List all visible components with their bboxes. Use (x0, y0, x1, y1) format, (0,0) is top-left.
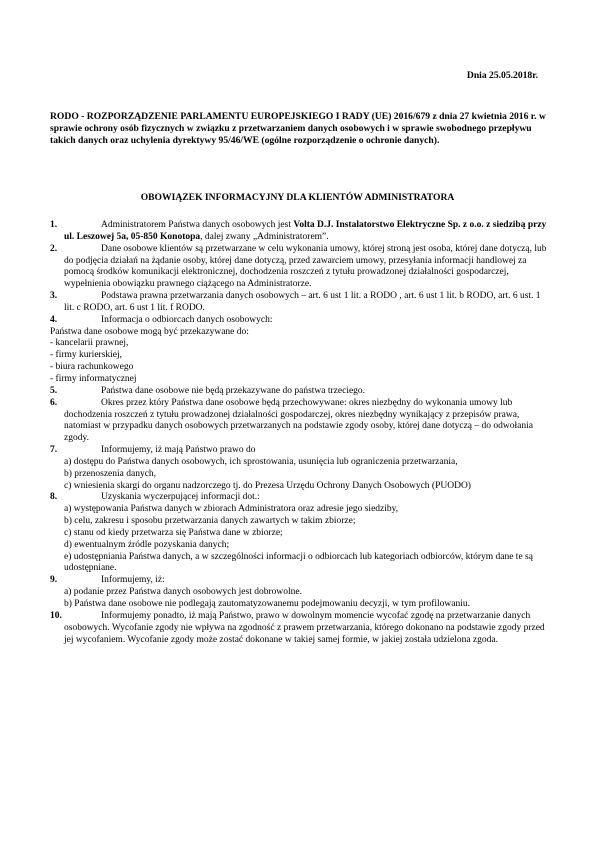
clause-number: 6. (50, 397, 58, 408)
information-clauses (50, 220, 550, 646)
list-item: b) Państwa dane osobowe nie podlegają zautomatyzowanemu podejmowaniu decyzji, w tym profilowaniu. (64, 599, 471, 609)
clause-number: 1. (50, 220, 58, 230)
clause-text: Informujemy, iż: (101, 575, 165, 586)
clause-text: Okres przez który Państwa dane osobowe będą przechowywane: okres niezbędny do wykonania umowy lub dochodzenia roszczeń z tytułu prowadzonej działalności gospodarczej, okres niezbędny wynikający z przepisów prawa, natomiast w przypadku danych osobowych przetwarzanych na podstawie zgody osoby, której dane dotyczą – do odwołania zgody. (64, 397, 533, 444)
clause-9 (50, 575, 550, 611)
clause-6 (50, 398, 550, 445)
list-item: b) przenoszenia danych, (64, 468, 157, 479)
clause-number: 9. (50, 575, 58, 586)
list-item: a) występowania Państwa danych w zbiorach Administratora oraz adresie jego siedziby, (64, 504, 399, 515)
list-item: a) podanie przez Państwa danych osobowych jest dobrowolne. (64, 587, 302, 598)
clause-text: Informacja o odbiorcach danych osobowych: (101, 314, 273, 325)
list-item: a) dostępu do Państwa danych osobowych, ich sprostowania, usunięcia lub ograniczenia przetwarzania, (64, 456, 458, 467)
list-item: - kancelarii prawnej, (50, 338, 129, 349)
clause-text: Informujemy, iż mają Państwo prawo do (101, 445, 256, 456)
clause-text: Informujemy ponadto, iż mają Państwo, prawo w dowolnym momencie wycofać zgodę na przetwarzanie danych osobowych. Wycofanie zgody nie wpływa na zgodność z prawem przetwarzania, którego dokonano na podstawie zgody przed jej wycofaniem. Wycofanie zgody może zostać dokonane w takiej samej formie, w jakiej została udzielona zgoda. (64, 610, 545, 645)
list-item: d) ewentualnym źródle pozyskania danych; (64, 539, 230, 550)
clause-7 (50, 445, 550, 492)
document-date: Dnia 25.05.2018r. (466, 70, 538, 81)
list-item: - firmy informatycznej (50, 373, 137, 384)
clause-number: 10. (50, 610, 62, 621)
clause-number: 8. (50, 492, 58, 503)
clause-text-end: , dalej zwany „Administratorem”. (200, 231, 329, 242)
clause-number: 5. (50, 385, 58, 396)
list-item: - firmy kurierskiej, (50, 350, 123, 361)
clause-text: Uzyskania wyczerpującej informacji dot.: (101, 492, 260, 503)
clause-text-start: Administratorem Państwa danych osobowych jest (101, 220, 294, 230)
clause-text (50, 220, 550, 244)
list-item: c) stanu od kiedy przetwarza się Państwa dane w zbiorze; (64, 527, 283, 538)
list-item: c) wniesienia skargi do organu nadzorczego tj. do Prezesa Urzędu Ochrony Danych Osobowych (PUODO) (64, 480, 471, 491)
clause-3 (50, 291, 550, 315)
list-item: e) udostępniania Państwa danych, a w szczególności informacji o odbiorcach lub kategoriach odbiorców, którym dane te są udostępniane. (64, 551, 533, 574)
clause-5 (50, 386, 550, 398)
clause-4 (50, 315, 550, 386)
administrator-name: Volta D.J. Instalatorstwo Elektryczne Sp. z o.o. z siedzibą przy ul. Leszowej 5a, 05-850 Konotopa (64, 220, 547, 242)
clause-text: Państwa dane osobowe nie będą przekazywane do państwa trzeciego. (101, 385, 366, 396)
clause-10 (50, 611, 550, 647)
clause-number: 7. (50, 445, 58, 456)
regulation-title: RODO - ROZPORZĄDZENIE PARLAMENTU EUROPEJSKIEGO I RADY (UE) 2016/679 z dnia 27 kwietnia 2016 r. w sprawie ochrony osób fizycznych w związku z przetwarzaniem danych osobowych i w sprawie swobodnego przepływu takich danych oraz uchylenia dyrektywy 95/46/WE (ogólne rozporządzenie o ochronie danych). (50, 111, 546, 146)
clause-number: 3. (50, 291, 58, 302)
clause-1 (50, 220, 550, 244)
list-item: b) celu, zakresu i sposobu przetwarzania danych zawartych w takim zbiorze; (64, 516, 356, 527)
clause-number: 2. (50, 243, 58, 254)
clause-text: Podstawa prawna przetwarzania danych osobowych – art. 6 ust 1 lit. a RODO , art. 6 ust 1 lit. b RODO, art. 6 ust. 1 lit. c RODO, art. 6 ust 1 lit. f RODO. (64, 291, 541, 313)
clause-2 (50, 244, 550, 291)
list-item: - biura rachunkowego (50, 362, 134, 373)
recipients-intro: Państwa dane osobowe mogą być przekazywane do: (50, 326, 249, 337)
clause-number: 4. (50, 314, 58, 325)
section-heading: OBOWIĄZEK INFORMACYJNY DLA KLIENTÓW ADMINISTRATORA (140, 192, 455, 203)
clause-text: Dane osobowe klientów są przetwarzane w celu wykonania umowy, której stroną jest osoba, której dane dotyczą, lub do podjęcia działań na żądanie osoby, której dane dotyczą, przed zawarciem umowy, przesyłania informacji handlowej za pomocą środków komunikacji elektronicznej, dochodzenia roszczeń z tytułu prowadzonej działalności gospodarczej, wypełnienia obowiązku prawnego ciążącego na Administratorze. (64, 243, 547, 290)
clause-8 (50, 492, 550, 575)
